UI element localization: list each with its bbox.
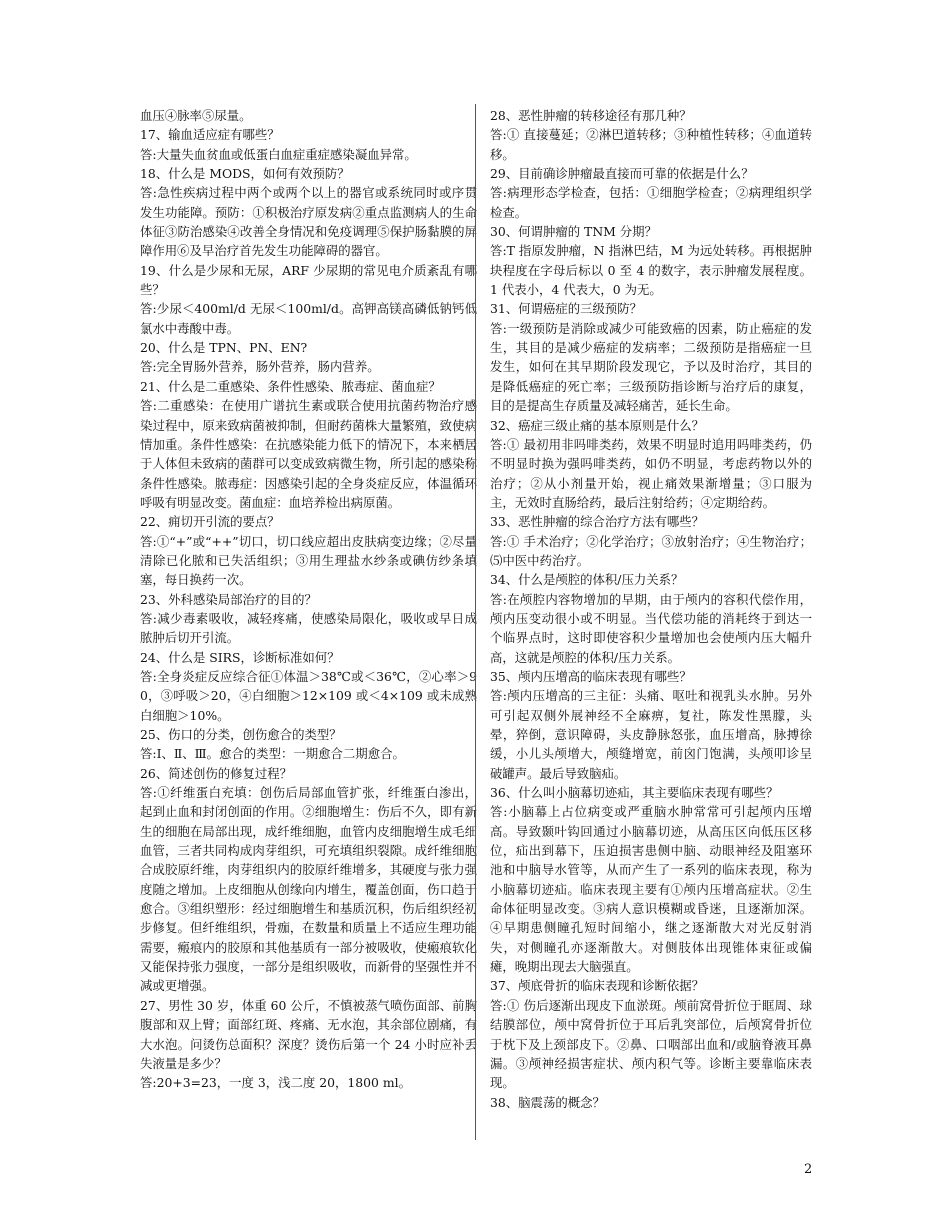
question-17: 17、输血适应症有哪些？	[140, 127, 280, 143]
page-number: 2	[804, 1162, 813, 1177]
answer-20: 答:完全胃肠外营养，肠外营养，肠内营养。	[140, 359, 380, 375]
answer-17: 答:大量失血贫血或低蛋白血症重症感染凝血异常。	[140, 146, 417, 162]
question-20: 20、什么是 TPN、PN、EN?	[140, 340, 308, 356]
answer-22: 答:①“+”或“++”切口，切口线应超出皮肤病变边缘；②尽量清除已化脓和已失活组织；③用生理盐水纱条或碘仿纱条填塞，每日换药一次。	[140, 533, 477, 588]
answer-19: 答:少尿＜400ml/d 无尿＜100ml/d。高钾高镁高磷低钠钙低氯水中毒酸中毒。	[140, 301, 477, 336]
question-21: 21、什么是二重感染、条件性感染、脓毒症、菌血症？	[140, 378, 441, 394]
column-divider	[475, 104, 476, 1140]
answer-24: 答:全身炎症反应综合征①体温＞38℃或＜36℃，②心率＞90，③呼吸＞20，④白细胞＞12×109 或＜4×109 或未成熟白细胞＞10%。	[140, 668, 477, 723]
left-column	[140, 106, 477, 1093]
question-33: 33、恶性肿瘤的综合治疗方法有哪些？	[490, 514, 705, 530]
answer-27: 答:20+3=23，一度 3，浅二度 20，1800 ml。	[140, 1075, 411, 1091]
right-column	[490, 106, 812, 1112]
answer-23: 答:减少毒素吸收，减轻疼痛，使感染局限化，吸收或早日成脓肿后切开引流。	[140, 610, 477, 646]
answer-33: 答:① 手术治疗；②化学治疗；③放射治疗；④生物治疗；⑸中医中药治疗。	[490, 533, 812, 568]
answer-28: 答:① 直接蔓延；②淋巴道转移；③种植性转移；④血道转移。	[490, 127, 812, 162]
question-34: 34、什么是颅腔的体积/压力关系？	[490, 572, 684, 588]
answer-30: 答:T 指原发肿瘤，N 指淋巴结，M 为远处转移。再根据肿块程度在字母后标以 0 至 4 的数字，表示肿瘤发展程度。1 代表小，4 代表大，0 为无。	[490, 243, 812, 298]
question-28: 28、恶性肿瘤的转移途径有那几种？	[490, 108, 692, 123]
question-25: 25、伤口的分类，创伤愈合的类型？	[140, 727, 342, 742]
answer-21: 答:二重感染：在使用广谱抗生素或联合使用抗菌药物治疗感染过程中，原来致病菌被抑制，但耐药菌株大量繁殖，致使病情加重。条件性感染：在抗感染能力低下的情况下，本来栖居于人体但未致病的菌群可以变成致病微生物，所引起的感染称条件性感染。脓毒症：因感染引起的全身炎症反应，体温循环呼吸有明显改变。菌血症：血培养检出病原菌。	[140, 398, 477, 510]
question-38: 38、脑震荡的概念？	[490, 1094, 605, 1110]
question-32: 32、癌症三级止痛的基本原则是什么？	[490, 417, 705, 433]
answer-31: 答:一级预防是消除或减少可能致癌的因素，防止癌症的发生，其目的是减少癌症的发病率；二级预防是指癌症一旦发生，如何在其早期阶段发现它，予以及时治疗，其目的是降低癌症的死亡率；三级预防指诊断与治疗后的康复，目的是提高生存质量及减轻痛苦，延长生命。	[490, 320, 812, 414]
answer-36: 答:小脑幕上占位病变或严重脑水肿常常可引起颅内压增高。导致颞叶钩回通过小脑幕切迹，从高压区向低压区移位，疝出到幕下，压迫损害患侧中脑、动眼神经及阻塞环池和中脑导水管等，从而产生了一系列的临床表现，称为小脑幕切迹疝。临床表现主要有①颅内压增高症状。②生命体征明显改变。③病人意识模糊或昏迷，且逐渐加深。④早期患侧瞳孔短时间缩小，继之逐渐散大对光反射消失，对侧瞳孔亦逐渐散大。对侧肢体出现锥体束征或偏瘫，晚期出现去大脑强直。	[490, 804, 812, 975]
answer-29: 答:病理形态学检查，包括：①细胞学检查；②病理组织学检查。	[490, 185, 812, 220]
answer-34: 答:在颅腔内容物增加的早期，由于颅内的容积代偿作用，颅内压变动很小或不明显。当代偿功能的消耗终于到达一个临界点时，这时即使容积少量增加也会使颅内压大幅升高，这就是颅腔的体积/压力关系。	[490, 591, 812, 665]
question-27: 27、男性 30 岁，体重 60 公斤，不慎被蒸气喷伤面部、前胸腹部和双上臂；面部红斑、疼痛、无水泡，其余部位剧痛，有大水泡。问烫伤总面积？深度？烫伤后第一个 24 小时应补丢失液量是多少？	[140, 997, 477, 1071]
question-35: 35、颅内压增高的临床表现有哪些？	[490, 668, 692, 684]
answer-25: 答:Ⅰ、Ⅱ、Ⅲ。愈合的类型：一期愈合二期愈合。	[140, 746, 405, 762]
question-22: 22、痈切开引流的要点？	[140, 514, 280, 530]
question-36: 36、什么叫小脑幕切迹疝，其主要临床表现有哪些？	[490, 785, 779, 801]
question-37: 37、颅底骨折的临床表现和诊断依据？	[490, 978, 705, 994]
paragraph: 血压④脉率⑤尿量。	[140, 108, 252, 123]
question-29: 29、目前确诊肿瘤最直接而可靠的依据是什么？	[490, 166, 754, 182]
answer-35: 答:颅内压增高的三主征：头痛、呕吐和视乳头水肿。另外可引起双侧外展神经不全麻痹，复社，陈发性黑朦，头晕，猝倒，意识障碍，头皮静脉怒张，血压增高，脉搏徐缓，小儿头颅增大，颅缝增宽，前囟门饱满，头颅叩诊呈破罐声。最后导致脑疝。	[490, 688, 812, 781]
answer-32: 答:① 最初用非吗啡类药，效果不明显时追用吗啡类药，仍不明显时换为强吗啡类药，如仍不明显，考虑药物以外的治疗；②从小剂量开始，视止痛效果渐增量；③口服为主，无效时直肠给药，最后注射给药；④定期给药。	[490, 436, 812, 510]
question-19: 19、什么是少尿和无尿，ARF 少尿期的常见电介质紊乱有哪些？	[140, 262, 477, 298]
question-31: 31、何谓癌症的三级预防？	[490, 301, 643, 317]
question-26: 26、简述创伤的修复过程？	[140, 765, 293, 781]
answer-18: 答:急性疾病过程中两个或两个以上的器官或系统同时或序贯发生功能障。预防：①积极治疗原发病②重点监测病人的生命体征③防治感染④改善全身情况和免疫调理⑤保护肠黏膜的屏障作用⑥及早治疗首先发生功能障碍的器官。	[140, 185, 477, 259]
answer-37: 答:① 伤后逐渐出现皮下血淤斑。颅前窝骨折位于眶周、球结膜部位，颅中窝骨折位于耳后乳突部位，后颅窝骨折位于枕下及上颈部皮下。②鼻、口咽部出血和/或脑脊液耳鼻漏。③颅神经损害症状、颅内积气等。诊断主要靠临床表现。	[490, 997, 812, 1091]
question-18: 18、什么是 MODS，如何有效预防？	[140, 166, 350, 182]
answer-26: 答:①纤维蛋白充填：创伤后局部血管扩张，纤维蛋白渗出，起到止血和封闭创面的作用。②细胞增生：伤后不久，即有新生的细胞在局部出现，成纤维细胞，血管内皮细胞增生成毛细血管，三者共同构成肉芽组织，可充填组织裂隙。成纤维细胞合成胶原纤维，肉芽组织内的胶原纤维增多，其硬度与张力强度随之增加。上皮细胞从创缘向内增生，覆盖创面，伤口趋于愈合。③组织塑形：经过细胞增生和基质沉积，伤后组织经初步修复。但纤维组织，骨痂，在数量和质量上不适应生理功能需要，瘢痕内的胶原和其他基质有一部分被吸收，使瘢痕软化又能保持张力强度，一部分是组织吸收，而新骨的坚强性并不减或更增强。	[140, 785, 477, 994]
question-23: 23、外科感染局部治疗的目的？	[140, 591, 317, 607]
question-30: 30、何谓肿瘤的 TNM 分期？	[490, 224, 657, 240]
question-24: 24、什么是 SIRS，诊断标准如何？	[140, 649, 340, 665]
